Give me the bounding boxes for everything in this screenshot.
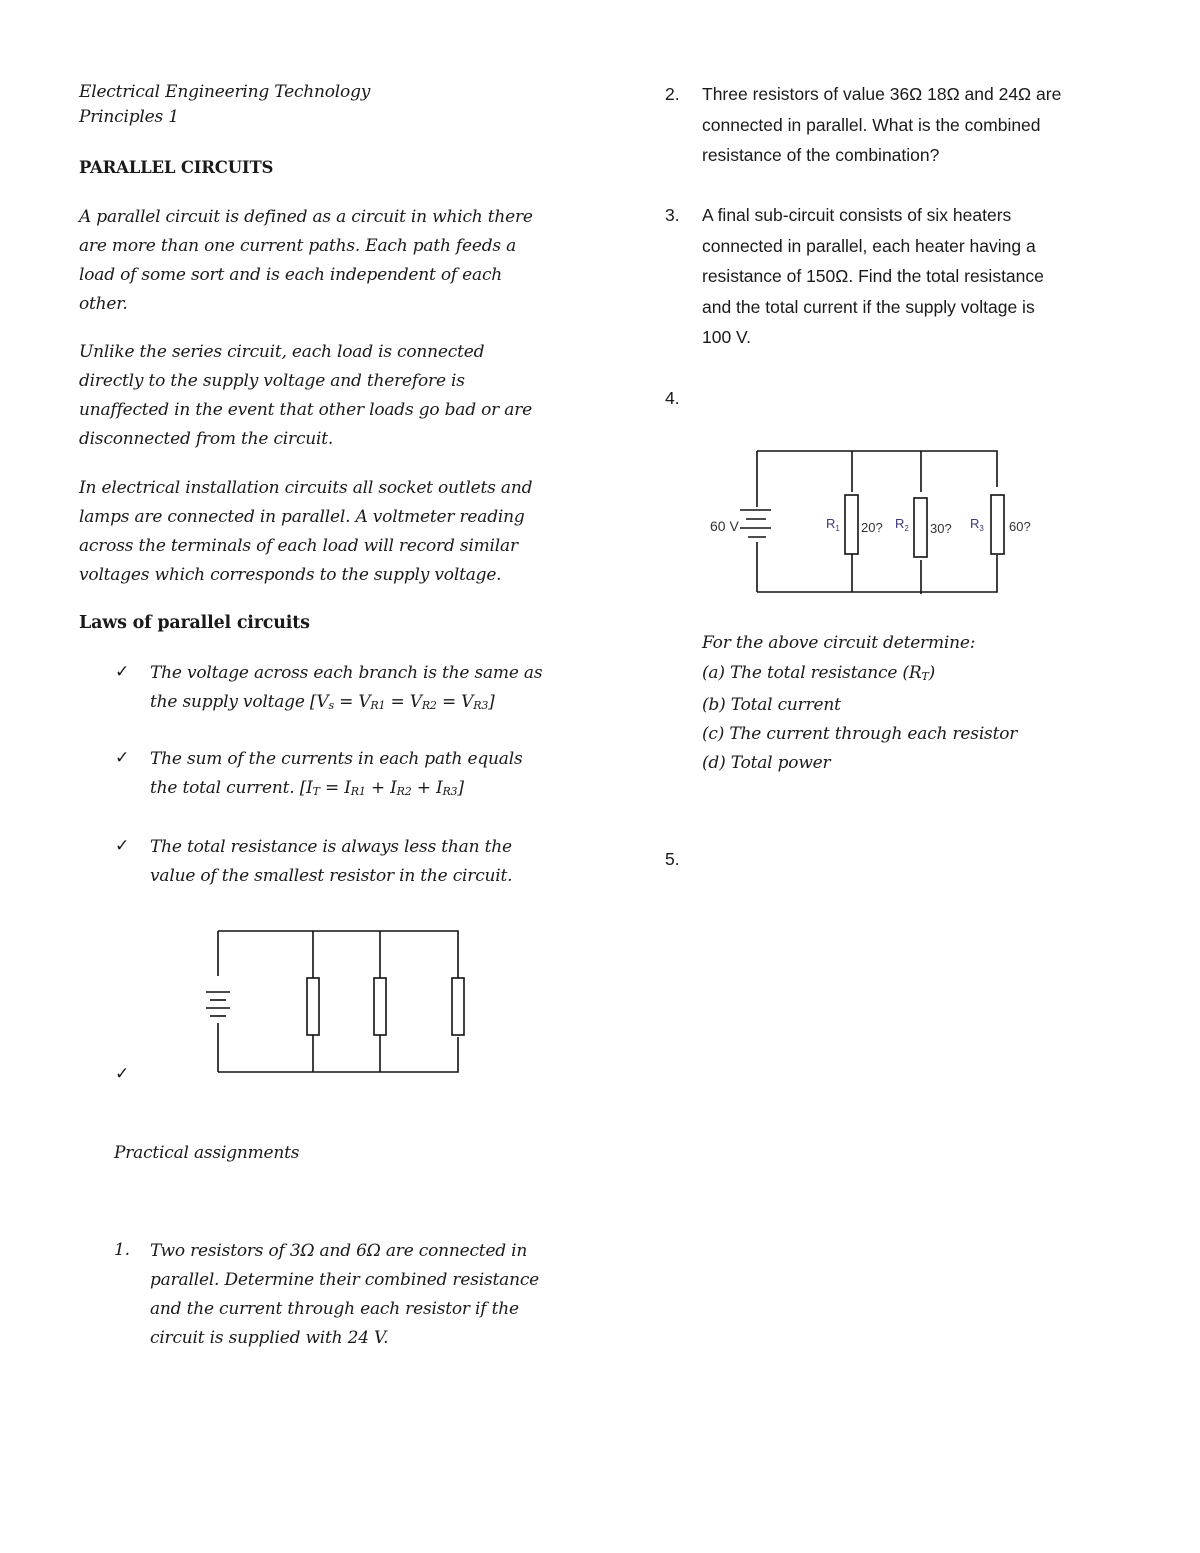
question-2-text <box>702 79 1061 171</box>
r2-value: 30? <box>930 521 952 536</box>
text-line: connected in parallel. What is the combined <box>702 114 1041 135</box>
question-2-number: 2. <box>665 84 680 104</box>
check-icon: ✓ <box>115 836 130 856</box>
question-4-intro: For the above circuit determine: <box>702 633 976 653</box>
r3-label: $R_3$ <box>970 516 984 533</box>
text-line: resistance of the combination? <box>702 145 940 165</box>
text-line: voltages which corresponds to the supply voltage. <box>79 565 502 585</box>
part-c: (c) The current through each resistor <box>702 724 1018 744</box>
check-icon: ✓ <box>115 748 130 768</box>
question-3-text <box>702 200 1044 353</box>
text-line: value of the smallest resistor in the circuit. <box>150 866 513 886</box>
battery-icon <box>206 992 230 1016</box>
r1-value: 20? <box>861 520 883 535</box>
r3-value: 60? <box>1009 519 1031 534</box>
part-a: (a) The total resistance $(R_T)$ <box>702 663 936 683</box>
course-title: Electrical Engineering Technology <box>79 82 371 102</box>
paragraph-series-comparison <box>79 338 532 454</box>
r1-label: $R_1$ <box>826 516 840 533</box>
text-line: parallel. Determine their combined resistance <box>150 1270 540 1290</box>
text-line: Unlike the series circuit, each load is connected <box>79 342 485 362</box>
law-current-line1: The sum of the currents in each path equals <box>150 749 523 769</box>
practical-heading: Practical assignments <box>114 1143 300 1163</box>
text-line: In electrical installation circuits all socket outlets and <box>79 478 533 498</box>
r2-label: $R_2$ <box>895 516 909 533</box>
text-line: Three resistors of value 36Ω 18Ω and 24Ω are <box>702 84 1062 104</box>
resistor-3 <box>452 978 464 1035</box>
text-line: and the current through each resistor if the <box>150 1299 519 1319</box>
text-line: resistance of 150Ω. Find the total resistance <box>702 266 1044 286</box>
part-d: (d) Total power <box>702 753 831 773</box>
text-line: Two resistors of 3Ω and 6Ω are connected in <box>150 1241 528 1261</box>
law-resistance <box>150 833 512 891</box>
battery-icon <box>740 510 771 537</box>
law-voltage-line1: The voltage across each branch is the same as <box>150 663 543 683</box>
parallel-circuit-diagram <box>190 920 490 1085</box>
resistor-r3 <box>991 495 1004 554</box>
text-line: lamps are connected in parallel. A voltmeter reading <box>79 507 525 527</box>
text-line: disconnected from the circuit. <box>79 429 334 449</box>
paragraph-installation <box>79 474 532 590</box>
text-line: connected in parallel, each heater having a <box>702 235 1036 256</box>
resistor-r2 <box>914 498 927 557</box>
text-line: unaffected in the event that other loads go bad or are <box>79 400 533 420</box>
text-line: directly to the supply voltage and therefore is <box>79 371 465 391</box>
text-line: are more than one current paths. Each path feeds a <box>79 236 517 256</box>
text-line: A parallel circuit is defined as a circuit in which there <box>79 207 533 227</box>
resistor-2 <box>374 978 386 1035</box>
check-icon: ✓ <box>115 662 130 682</box>
law-current <box>150 745 522 803</box>
law-voltage <box>150 659 542 717</box>
text-line: The total resistance is always less than the <box>150 837 512 857</box>
question-3-number: 3. <box>665 205 680 225</box>
text-line: A final sub-circuit consists of six heaters <box>702 205 1012 225</box>
supply-voltage-label: 60 V <box>710 518 739 534</box>
module-title: Principles 1 <box>79 107 179 127</box>
text-line: load of some sort and is each independent of each <box>79 265 503 285</box>
question-5-number: 5. <box>665 849 680 869</box>
paragraph-definition <box>79 203 533 319</box>
question-4-number: 4. <box>665 388 680 408</box>
resistor-r1 <box>845 495 858 554</box>
part-b: (b) Total current <box>702 695 841 715</box>
question-4-parts <box>702 659 1017 778</box>
question-1-text <box>150 1237 539 1353</box>
resistor-1 <box>307 978 319 1035</box>
check-icon: ✓ <box>115 1064 130 1084</box>
text-line: 100 V. <box>702 327 751 347</box>
page-heading: PARALLEL CIRCUITS <box>79 158 274 177</box>
text-line: circuit is supplied with 24 V. <box>150 1328 389 1348</box>
text-line: across the terminals of each load will record similar <box>79 536 518 556</box>
text-line: and the total current if the supply voltage is <box>702 296 1035 317</box>
laws-heading: Laws of parallel circuits <box>79 613 310 633</box>
question-4-circuit-diagram <box>700 440 1040 600</box>
text-line: other. <box>79 294 128 314</box>
law-voltage-formula: the supply voltage $[V_s = V_{R1} = V_{R2} = V_{R3}]$ <box>150 692 495 712</box>
law-current-formula: the total current. $[I_T = I_{R1} + I_{R2} + I_{R3}]$ <box>150 778 464 798</box>
top-wire <box>218 931 458 978</box>
question-1-number: 1. <box>114 1240 130 1260</box>
